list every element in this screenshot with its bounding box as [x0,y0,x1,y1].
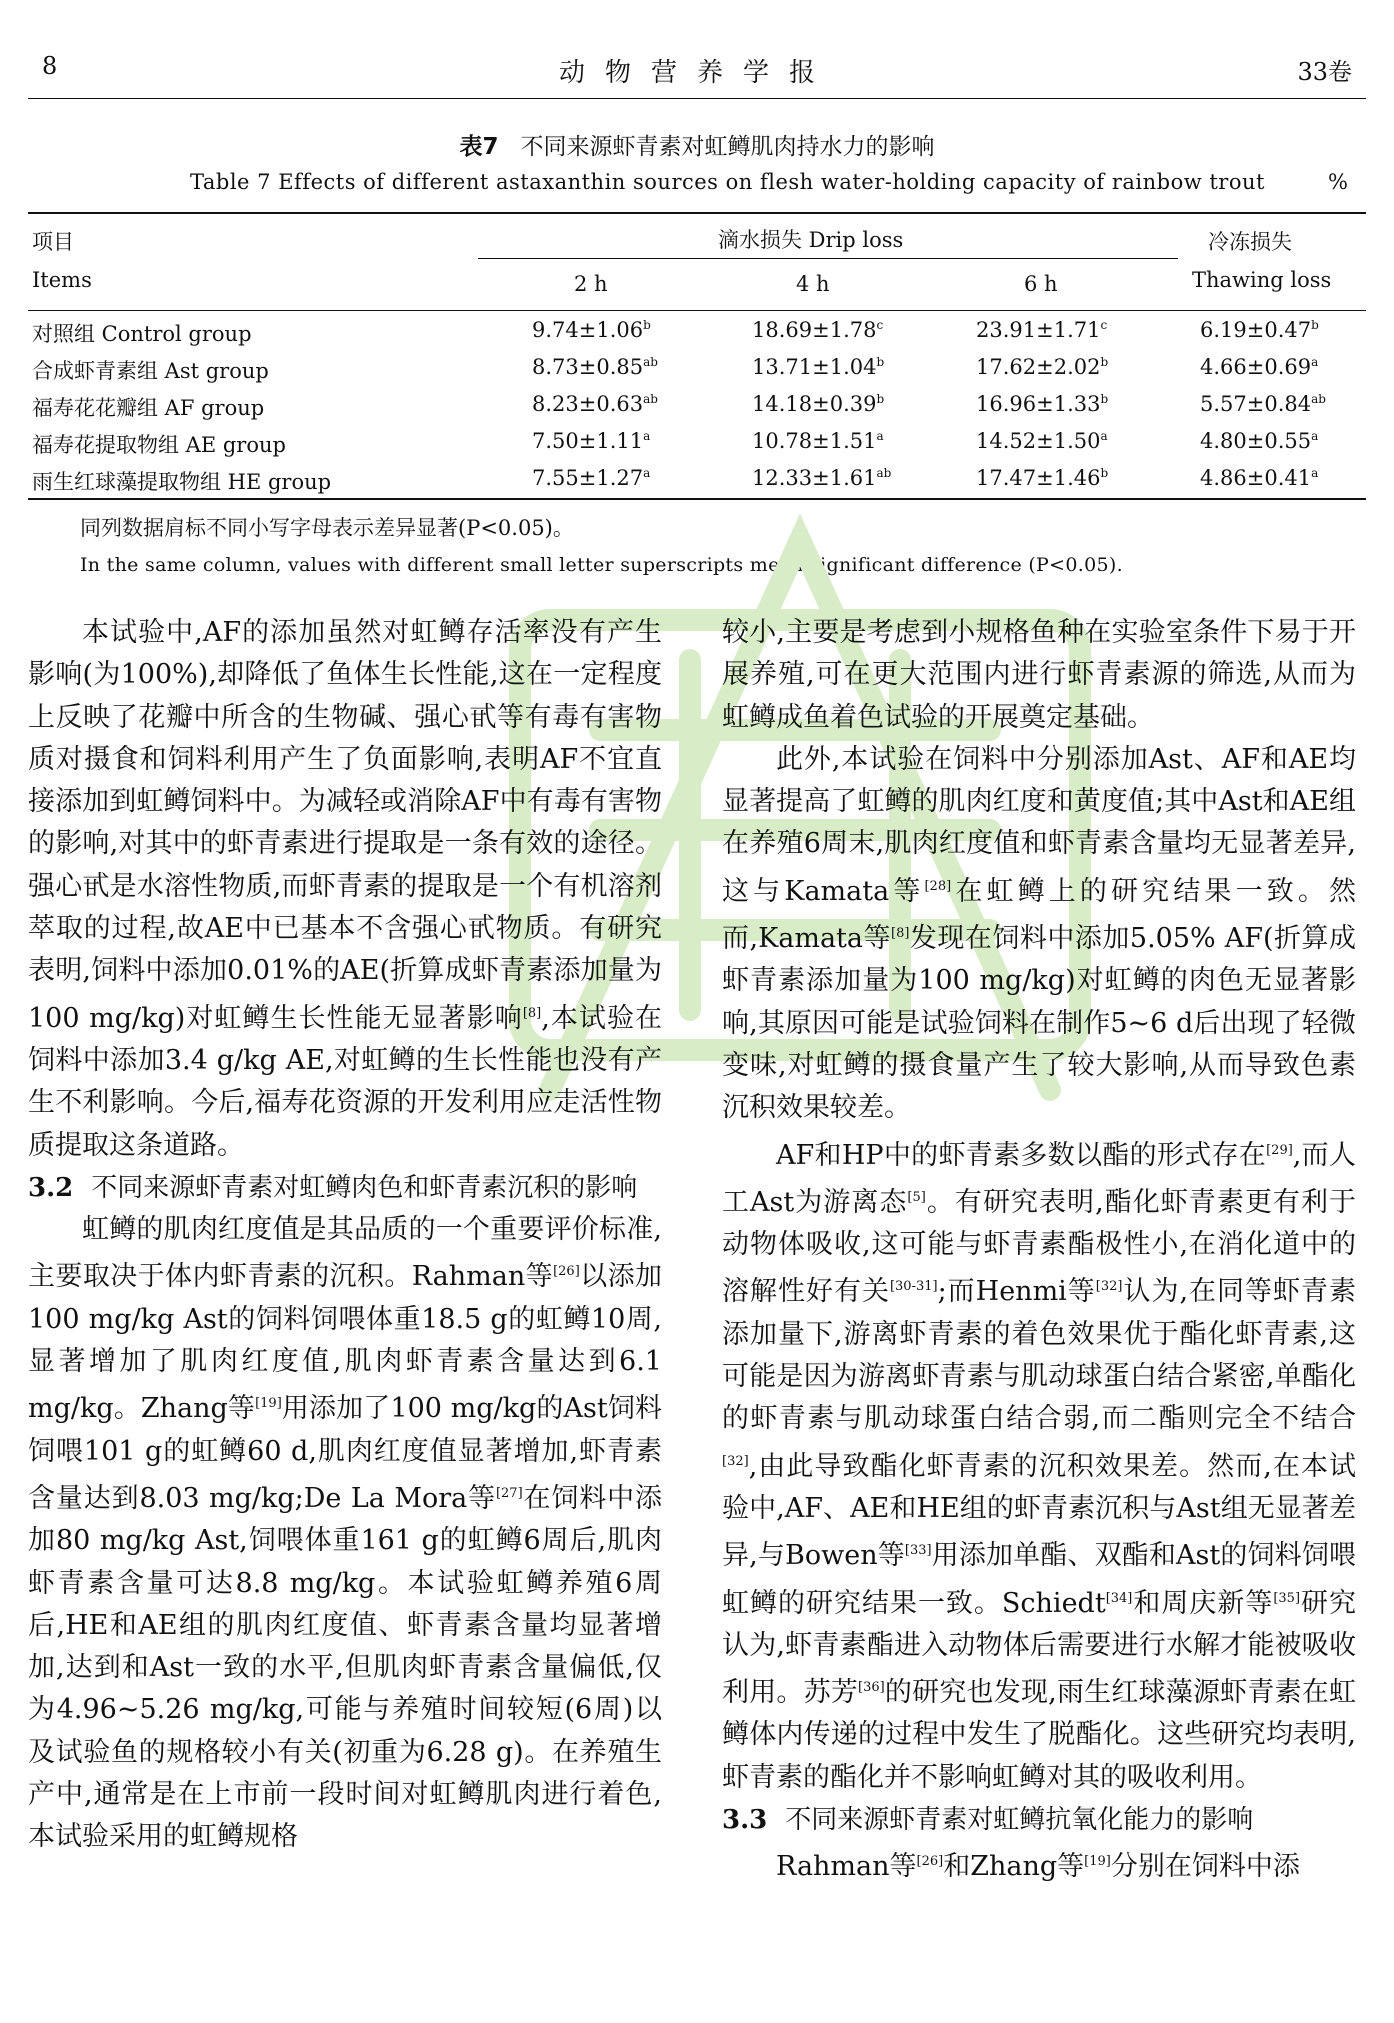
row-label: 对照组 Control group [32,322,252,346]
cell-2h: 8.23±0.63$^{ab}$ [532,392,658,416]
paragraph: 较小,主要是考虑到小规格鱼种在实验室条件下易于开展养殖,可在更大范围内进行虾青素源的筛选,从而为虹鳟成鱼着色试验的开展奠定基础。 [722,617,1356,733]
table-subheader-rule [478,258,1178,259]
cell-thawing: 5.57±0.84$^{ab}$ [1200,392,1326,416]
paragraph: 虹鳟的肌肉红度值是其品质的一个重要评价标准,主要取决于体内虾青素的沉积。Rahman等[26]以添加100 mg/kg Ast的饲料饲喂体重18.5 g的虹鳟10周,显著增加了肌肉红度值,肌肉虾青素含量达到6.1 mg/kg。Zhang等[19]用添加了100 mg/kg的Ast饲料饲喂101 g的虹鳟60 d,肌肉红度值显著增加,虾青素含量达到8.03 mg/kg;De La Mora等[27]在饲料中添加80 mg/kg Ast,饲喂体重161 g的虹鳟6周后,肌肉虾青素含量可达8.8 mg/kg。本试验虹鳟养殖6周后,HE和AE组的肌肉红度值、虾青素含量均显著增加,达到和Ast一致的水平,但肌肉虾青素含量偏低,仅为4.96~5.26 mg/kg,可能与养殖时间较短(6周)以及试验鱼的规格较小有关(初重为6.28 g)。在养殖生产中,通常是在上市前一段时间对虹鳟肌肉进行着色,本试验采用的虹鳟规格 [28,1214,663,1853]
row-label: 福寿花花瓣组 AF group [32,396,265,420]
table-label: 表7 [459,134,499,160]
header-thawing-cn: 冷冻损失 [1208,230,1292,254]
cell-4h: 13.71±1.04$^b$ [752,355,885,379]
table-unit: % [1328,170,1348,194]
cell-4h: 14.18±0.39$^b$ [752,392,885,416]
table-title-cn: 不同来源虾青素对虹鳟肌肉持水力的影响 [520,134,935,160]
header-rule [28,98,1366,99]
body-right-column [722,612,1356,1889]
volume-label: 33卷 [1297,58,1352,86]
header-items-en: Items [32,268,92,292]
subheader-2h: 2 h [574,272,608,296]
cell-6h: 17.47±1.46$^b$ [976,466,1109,490]
table-note-en: In the same column, values with different small letter superscripts mean significant difference (P<0.05). [80,554,1123,576]
paragraph: 本试验中,AF的添加虽然对虹鳟存活率没有产生影响(为100%),却降低了鱼体生长性能,这在一定程度上反映了花瓣中所含的生物碱、强心甙等有毒有害物质对摄食和饲料利用产生了负面影响,表明AF不宜直接添加到虹鳟饲料中。为减轻或消除AF中有毒有害物的影响,对其中的虾青素进行提取是一条有效的途径。强心甙是水溶性物质,而虾青素的提取是一个有机溶剂萃取的过程,故AE中已基本不含强心甙物质。有研究表明,饲料中添加0.01%的AE(折算成虾青素添加量为100 mg/kg)对虹鳟生长性能无显著影响[8],本试验在饲料中添加3.4 g/kg AE,对虹鳟的生长性能也没有产生不利影响。今后,福寿花资源的开发利用应走活性物质提取这条道路。 [28,617,662,1161]
paragraph: Rahman等[26]和Zhang等[19]分别在饲料中添 [776,1851,1300,1883]
cell-6h: 17.62±2.02$^b$ [976,355,1109,379]
header-items-cn: 项目 [32,230,74,254]
subheader-4h: 4 h [796,272,830,296]
running-header [28,52,1366,100]
section-heading-3-2: 3.2 不同来源虾青素对虹鳟肉色和虾青素沉积的影响 [28,1172,638,1203]
header-thawing-en: Thawing loss [1192,268,1332,292]
cell-6h: 16.96±1.33$^b$ [976,392,1109,416]
row-label: 合成虾青素组 Ast group [32,359,269,383]
cell-4h: 12.33±1.61$^{ab}$ [752,466,892,490]
row-label: 雨生红球藻提取物组 HE group [32,470,332,494]
cell-4h: 10.78±1.51$^a$ [752,429,884,453]
table-note-cn: 同列数据肩标不同小写字母表示差异显著(P<0.05)。 [80,516,574,540]
row-label: 福寿花提取物组 AE group [32,433,286,457]
cell-2h: 8.73±0.85$^{ab}$ [532,355,658,379]
section-heading-3-3: 3.3 不同来源虾青素对虹鳟抗氧化能力的影响 [722,1805,1254,1836]
header-drip-loss: 滴水损失 Drip loss [718,228,904,252]
cell-thawing: 4.66±0.69$^a$ [1200,355,1319,379]
body-left-column [28,612,662,1859]
cell-2h: 9.74±1.06$^b$ [532,318,651,342]
cell-4h: 18.69±1.78$^c$ [752,318,884,342]
cell-thawing: 6.19±0.47$^b$ [1200,318,1319,342]
cell-thawing: 4.86±0.41$^a$ [1200,466,1319,490]
cell-2h: 7.55±1.27$^a$ [532,466,651,490]
cell-thawing: 4.80±0.55$^a$ [1200,429,1319,453]
paragraph: AF和HP中的虾青素多数以酯的形式存在[29],而人工Ast为游离态[5]。有研究表明,酯化虾青素更有利于动物体吸收,这可能与虾青素酯极性小,在消化道中的溶解性好有关[30-31];而Henmi等[32]认为,在同等虾青素添加量下,游离虾青素的着色效果优于酯化虾青素,这可能是因为游离虾青素与肌动球蛋白结合紧密,单酯化的虾青素与肌动球蛋白结合弱,而二酯则完全不结合[32],由此导致酯化虾青素的沉积效果差。然而,在本试验中,AF、AE和HE组的虾青素沉积与Ast组无显著差异,与Bowen等[33]用添加单酯、双酯和Ast的饲料饲喂虹鳟的研究结果一致。Schiedt[34]和周庆新等[35]研究认为,虾青素酯进入动物体后需要进行水解才能被吸收利用。苏芳[36]的研究也发现,雨生红球藻源虾青素在虹鳟体内传递的过程中发生了脱酯化。这些研究均表明,虾青素的酯化并不影响虹鳟对其的吸收利用。 [722,1139,1356,1793]
cell-2h: 7.50±1.11$^a$ [532,429,651,453]
table-caption-cn [0,128,1394,161]
cell-6h: 23.91±1.71$^c$ [976,318,1108,342]
paragraph: 此外,本试验在饲料中分别添加Ast、AF和AE均显著提高了虹鳟的肌肉红度和黄度值;其中Ast和AE组在养殖6周末,肌肉红度值和虾青素含量均无显著差异,这与Kamata等[28]在虹鳟上的研究结果一致。然而,Kamata等[8]发现在饲料中添加5.05% AF(折算成虾青素添加量为100 mg/kg)对虹鳟的肉色无显著影响,其原因可能是试验饲料在制作5~6 d后出现了轻微变味,对虹鳟的摄食量产生了较大影响,从而导致色素沉积效果较差。 [722,743,1357,1124]
table-top-rule [28,212,1366,214]
table-bottom-rule [28,498,1366,500]
table-header-rule [28,310,1366,311]
page-number: 8 [42,52,58,80]
subheader-6h: 6 h [1024,272,1058,296]
cell-6h: 14.52±1.50$^a$ [976,429,1108,453]
table-caption-en: Table 7 Effects of different astaxanthin sources on flesh water-holding capacity of rainbow trout [190,170,1265,194]
journal-title: 动物营养学报 [558,58,835,88]
